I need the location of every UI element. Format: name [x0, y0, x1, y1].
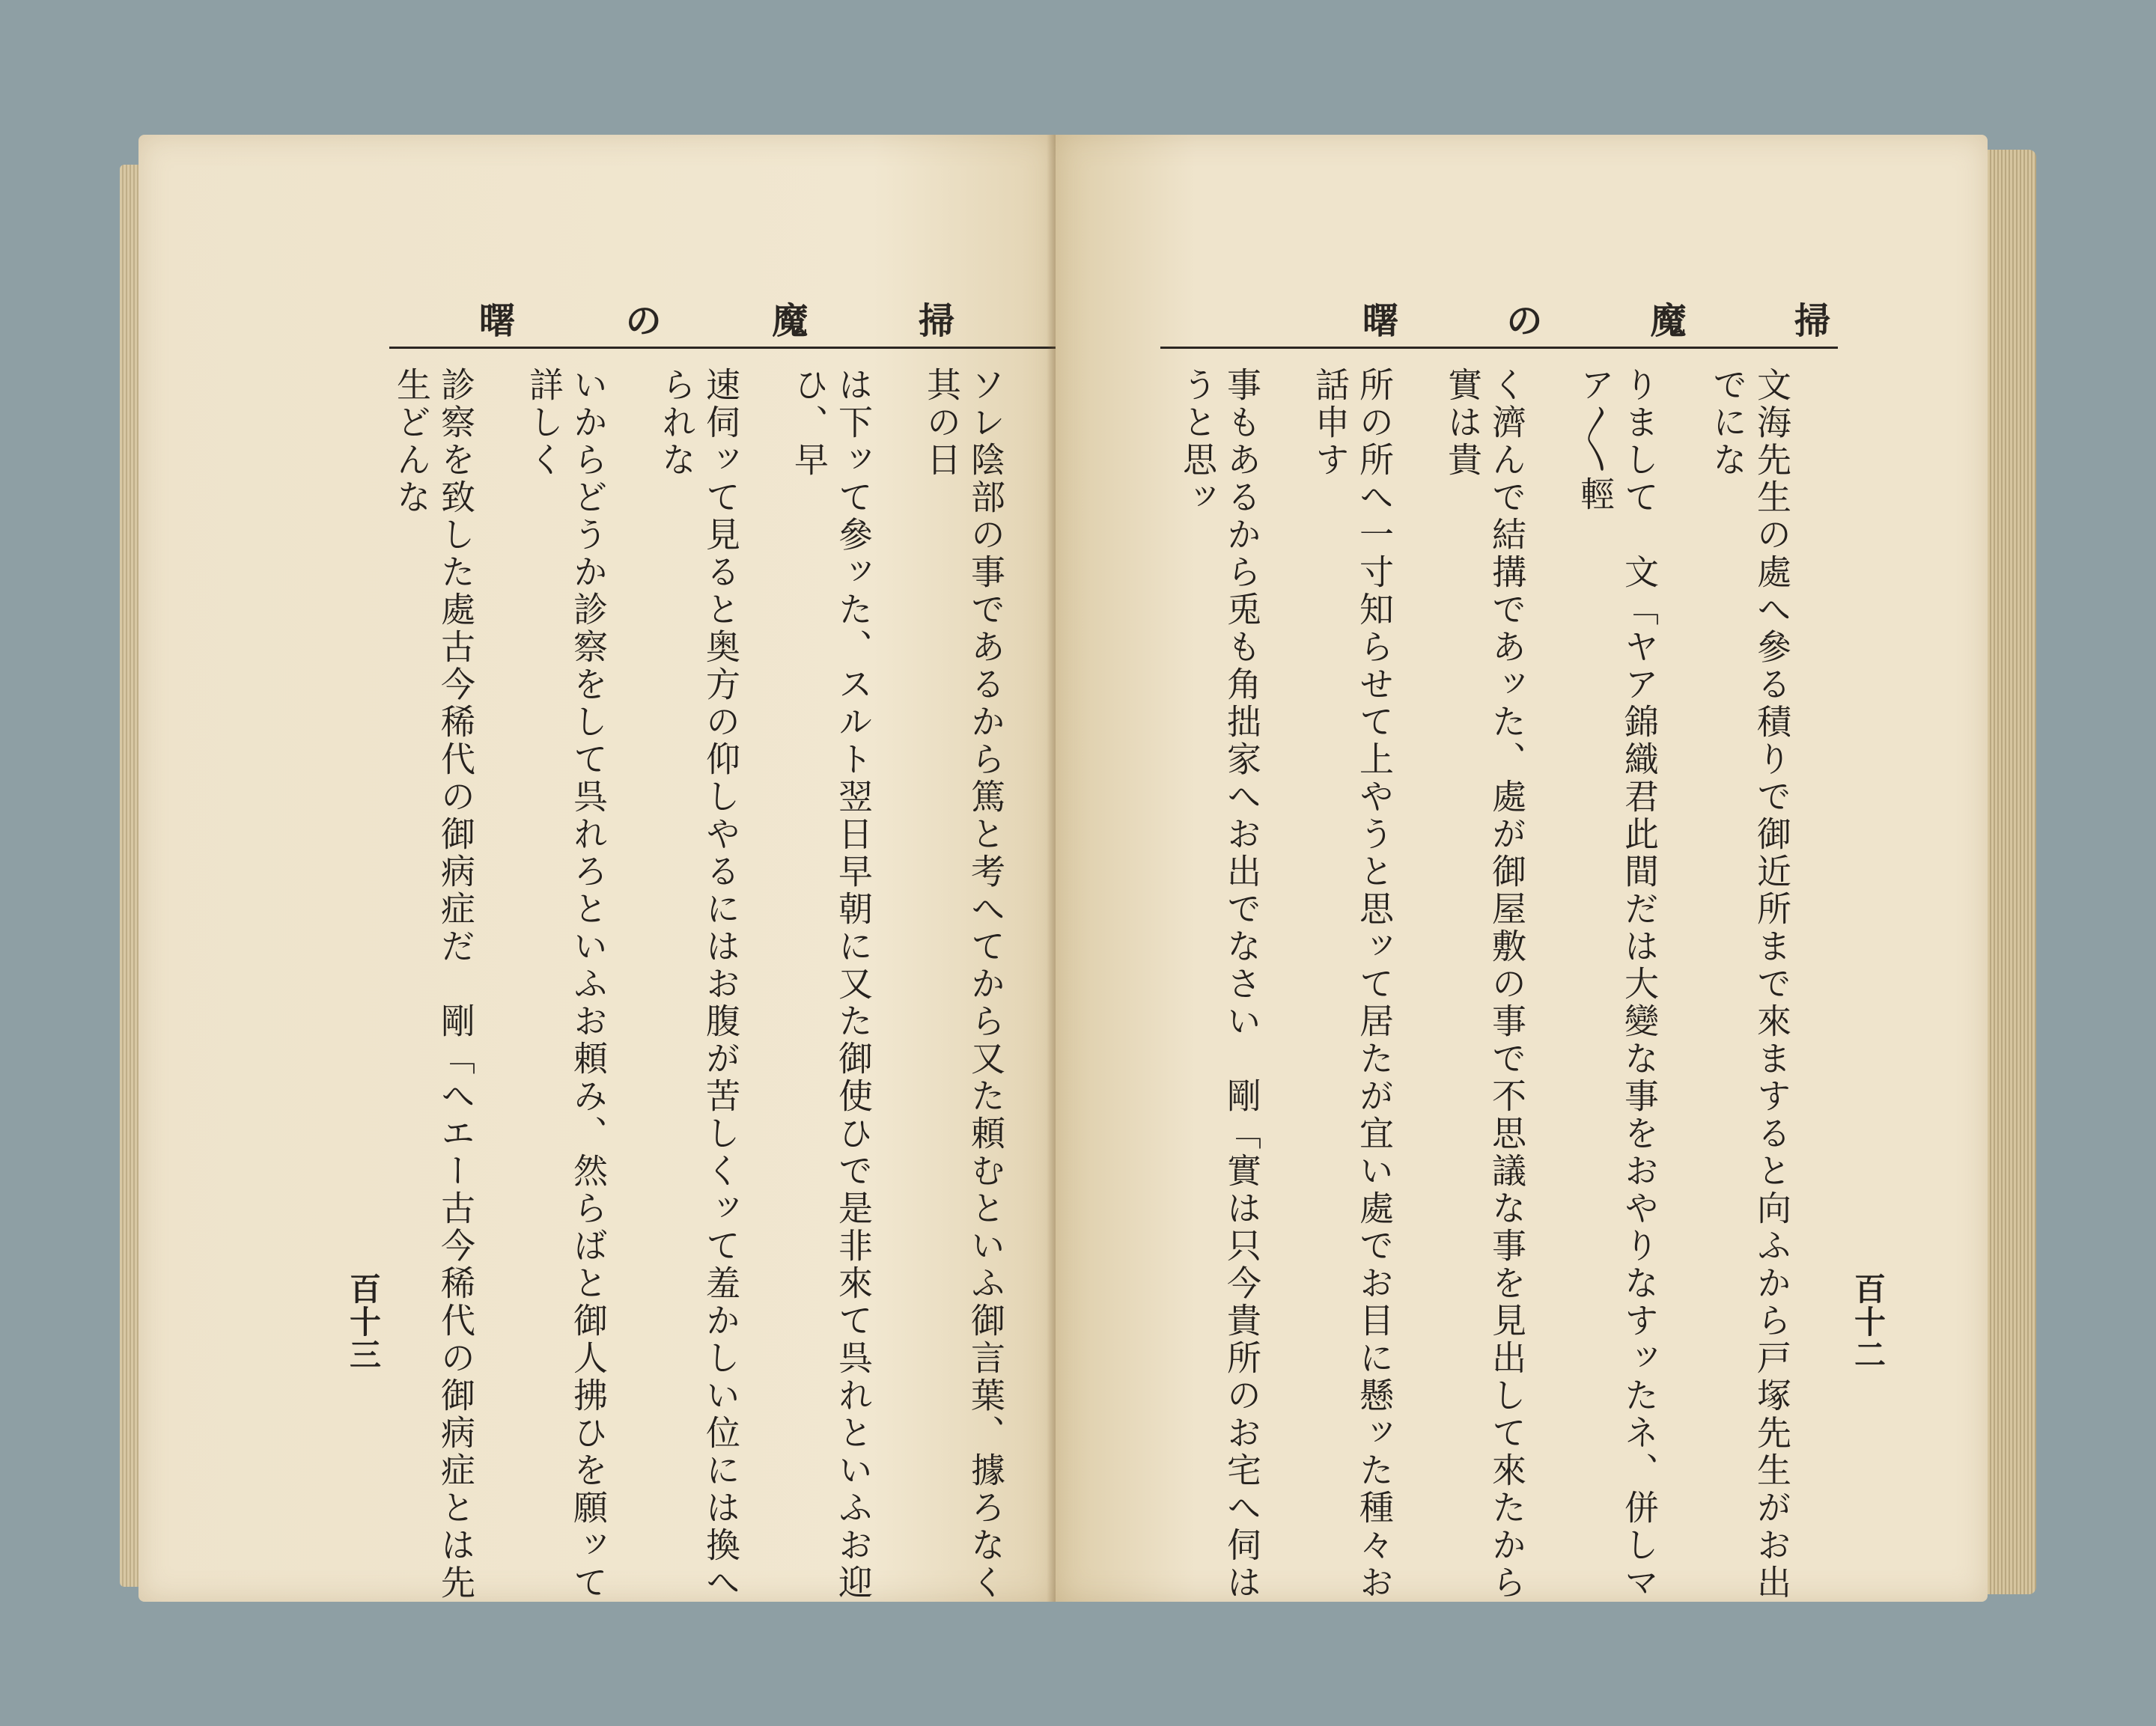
- running-head-char: の: [625, 300, 662, 342]
- running-head-char: 曙: [479, 300, 516, 342]
- text-line: は下ッて參ッた、スルト翌日早朝に又た御使ひで是非來て呉れといふお迎ひ、早: [789, 367, 874, 1602]
- running-head-char: の: [1506, 300, 1543, 342]
- left-page-text: [386, 367, 1052, 1632]
- text-line: ソレ陰部の事であるから篤と考へてから又た頼むといふ御言葉、據ろなく其の日: [922, 367, 1006, 1602]
- running-head-char: 魔: [772, 300, 808, 342]
- right-page-edges: [1984, 150, 2036, 1594]
- text-line: 所の所へ一寸知らせて上やうと思ッて居たが宜い處でお目に懸ッた種々お話申す: [1310, 367, 1395, 1602]
- running-head-char: 掃: [918, 300, 954, 342]
- text-line: 速伺ッて見ると奥方の仰しやるにはお腹が苦しくッて羞かしい位には換へられな: [657, 367, 741, 1602]
- text-line: りまして 文「ヤア錦織君此間だは大變な事をおやりなすッたネ、併しマア〳〵輕: [1575, 367, 1660, 1602]
- right-running-head: [1362, 292, 1830, 344]
- left-running-head: [479, 292, 954, 344]
- open-book: [120, 127, 2036, 1609]
- running-head-char: 掃: [1794, 300, 1830, 342]
- left-header-rule: [389, 347, 1056, 349]
- running-head-char: 魔: [1650, 300, 1687, 342]
- right-header-rule: [1160, 347, 1838, 349]
- text-line: く濟んで結搆であッた、處が御屋敷の事で不思議な事を見出して來たから實は貴: [1443, 367, 1527, 1602]
- right-page-number: 百十二: [1850, 1272, 1886, 1371]
- text-line: いからどうか診察をして呉れろといふお頼み、然らばと御人拂ひを願ッて詳しく: [524, 367, 609, 1602]
- text-line: 事もあるから兎も角拙家へお出でなさい 剛「實は只今貴所のお宅へ伺はうと思ッ: [1178, 367, 1262, 1602]
- left-page-number: 百十三: [345, 1272, 382, 1371]
- right-page-text: [1160, 367, 1838, 1632]
- running-head-char: 曙: [1362, 300, 1399, 342]
- left-page: [138, 135, 1056, 1602]
- text-line: 文海先生の處へ參る積りで御近所まで來ますると向ふから戸塚先生がお出でにな: [1708, 367, 1792, 1602]
- right-page: [1056, 135, 1988, 1602]
- text-line: 診察を致した處古今稀代の御病症だ 剛「へエー古今稀代の御病症とは先生どんな: [392, 367, 476, 1602]
